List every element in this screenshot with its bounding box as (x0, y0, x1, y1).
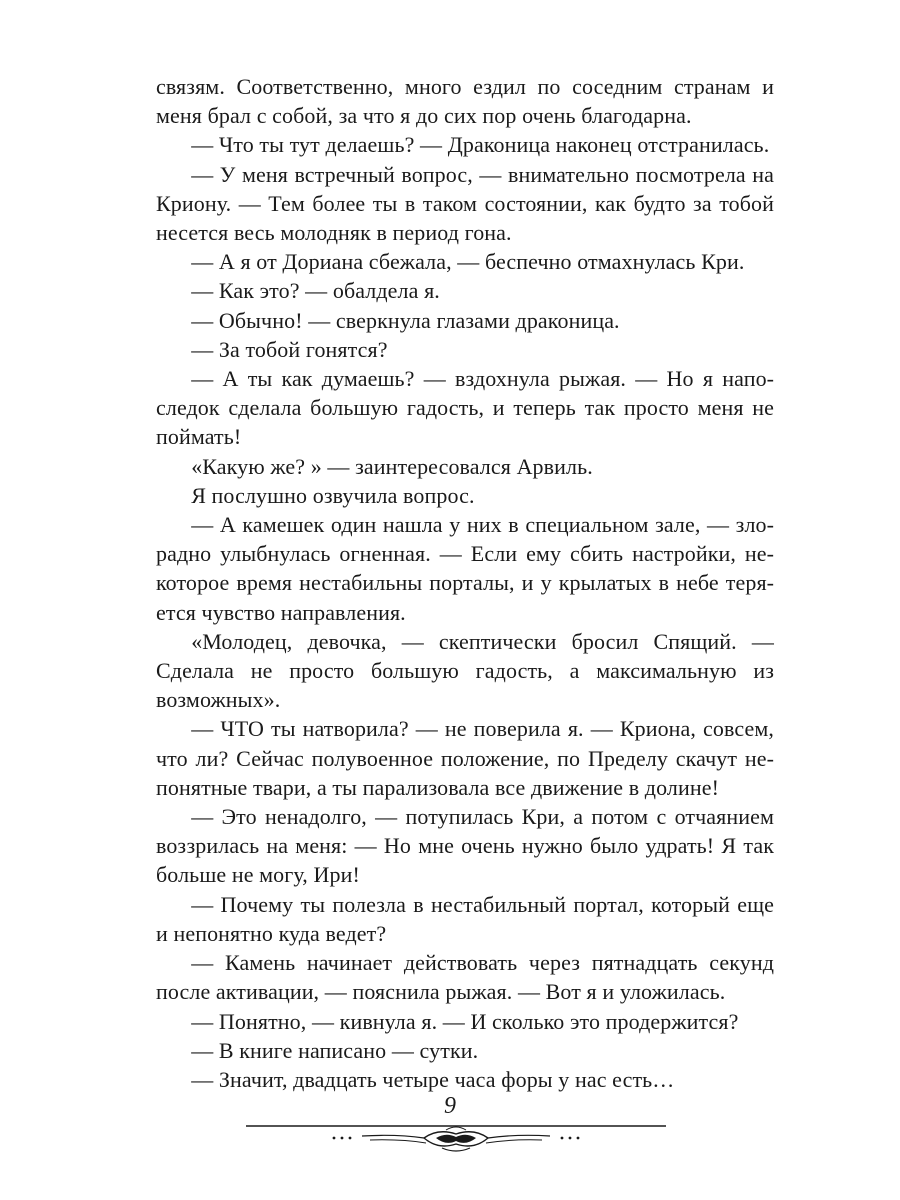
paragraph: — А камешек один нашла у них в специальном зале, — злорадно улыбнулась огненная. — Если ему сбить настройки, некоторое время нестабильны порталы, и у крылатых в небе теряется чувство направления. (156, 512, 774, 625)
paragraph: — Как это? — обалдела я. (191, 278, 440, 304)
paragraph: — У меня встречный вопрос, — внимательно посмотрела на Криону. — Тем более ты в таком состоянии, как будто за тобой несется весь молодняк в период гона. (156, 161, 774, 246)
paragraph: — Почему ты полезла в нестабильный портал, который еще и непонятно куда ведет? (156, 891, 774, 946)
paragraph: Я послушно озвучила вопрос. (191, 482, 475, 508)
paragraph: — В книге написано — сутки. (191, 1037, 479, 1063)
paragraph: — Понятно, — кивнула я. — И сколько это продержится? (191, 1008, 739, 1034)
page-footer (0, 1092, 900, 1172)
paragraph: — Что ты тут делаешь? — Драконица наконец отстранилась. (191, 132, 770, 158)
paragraph: — Камень начинает действовать через пятнадцать секунд после активации, — пояснила рыжая. — Вот я и уложилась. (156, 950, 774, 1005)
paragraph: «Какую же? » — заинтересовался Арвиль. (191, 453, 593, 479)
decorative-rule-icon (246, 1124, 666, 1156)
paragraph: — Значит, двадцать четыре часа форы у нас есть… (191, 1066, 675, 1092)
page-text (156, 72, 774, 1094)
paragraph: связям. Соответственно, много ездил по соседним странам и меня брал с собой, за что я до сих пор очень благодарна. (156, 74, 774, 129)
paragraph: — ЧТО ты натворила? — не поверила я. — Криона, совсем, что ли? Сейчас полувоенное положение, по Пределу скачут непонятные твари, а ты парализовала все движение в долине! (156, 716, 774, 800)
paragraph: «Молодец, девочка, — скептически бросил Спящий. — Сделала не просто большую гадость, а максимальную из возможных». (156, 628, 774, 713)
page-number: 9 (444, 1093, 456, 1119)
paragraph: — А ты как думаешь? — вздохнула рыжая. — Но я напоследок сделала большую гадость, и теперь так просто меня не поймать! (156, 366, 774, 450)
paragraph: — За тобой гонятся? (191, 336, 388, 362)
paragraph: — Обычно! — сверкнула глазами драконица. (191, 307, 620, 333)
paragraph: — Это ненадолго, — потупилась Кри, а потом с отчаянием воззрилась на меня: — Но мне очень нужно было удрать! Я так больше не могу, Ири! (156, 804, 774, 888)
paragraph: — А я от Дориана сбежала, — беспечно отмахнулась Кри. (191, 249, 745, 275)
